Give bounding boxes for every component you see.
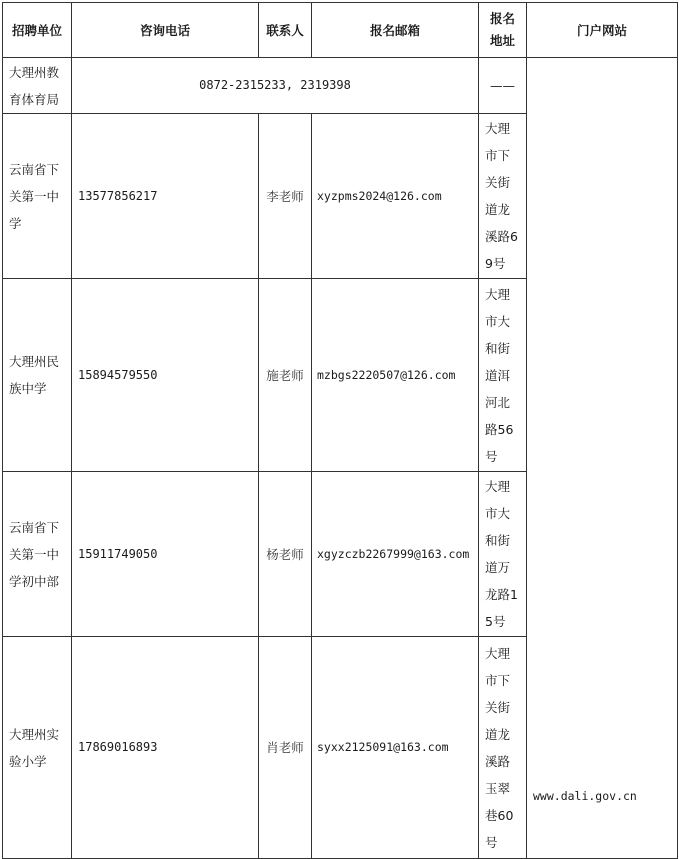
header-address-line1: 报名 bbox=[489, 11, 515, 26]
table-row-bureau bbox=[3, 58, 678, 114]
portal-website: www.dali.gov.cn bbox=[527, 58, 678, 859]
header-row bbox=[3, 3, 678, 58]
phone-number: 13577856217 bbox=[72, 114, 259, 279]
bureau-address: —— bbox=[479, 58, 527, 114]
contact-person: 杨老师 bbox=[259, 472, 312, 637]
address-text: 大理市大和街道万龙路15号 bbox=[485, 479, 518, 629]
email-address: syxx2125091@163.com bbox=[312, 637, 479, 859]
unit-name: 大理州教育体育局 bbox=[3, 58, 72, 114]
header-email: 报名邮箱 bbox=[312, 3, 479, 58]
contact-person: 李老师 bbox=[259, 114, 312, 279]
bureau-phone: 0872-2315233, 2319398 bbox=[72, 58, 479, 114]
contact-person: 肖老师 bbox=[259, 637, 312, 859]
header-contact: 联系人 bbox=[259, 3, 312, 58]
header-unit: 招聘单位 bbox=[3, 3, 72, 58]
unit-name: 云南省下关第一中学 bbox=[3, 114, 72, 279]
address-cell bbox=[479, 472, 527, 637]
address-cell bbox=[479, 114, 527, 279]
address-text: 大理市大和街道洱河北路56号 bbox=[485, 286, 514, 464]
unit-name: 云南省下关第一中学初中部 bbox=[3, 472, 72, 637]
email-address: mzbgs2220507@126.com bbox=[312, 279, 479, 472]
phone-number: 17869016893 bbox=[72, 637, 259, 859]
address-text: 大理市下关街道龙溪路69号 bbox=[485, 121, 518, 271]
unit-name: 大理州民族中学 bbox=[3, 279, 72, 472]
phone-number: 15894579550 bbox=[72, 279, 259, 472]
email-address: xyzpms2024@126.com bbox=[312, 114, 479, 279]
header-website: 门户网站 bbox=[527, 3, 678, 58]
contact-person: 施老师 bbox=[259, 279, 312, 472]
unit-name: 大理州实验小学 bbox=[3, 637, 72, 859]
header-address-line2: 地址 bbox=[489, 33, 515, 48]
recruitment-contact-table bbox=[2, 2, 678, 859]
address-cell bbox=[479, 637, 527, 859]
header-phone: 咨询电话 bbox=[72, 3, 259, 58]
address-cell bbox=[479, 279, 527, 472]
address-text: 大理市下关街道龙溪路玉翠巷60号 bbox=[485, 645, 514, 850]
email-address: xgyzczb2267999@163.com bbox=[312, 472, 479, 637]
header-address bbox=[479, 3, 527, 58]
phone-number: 15911749050 bbox=[72, 472, 259, 637]
